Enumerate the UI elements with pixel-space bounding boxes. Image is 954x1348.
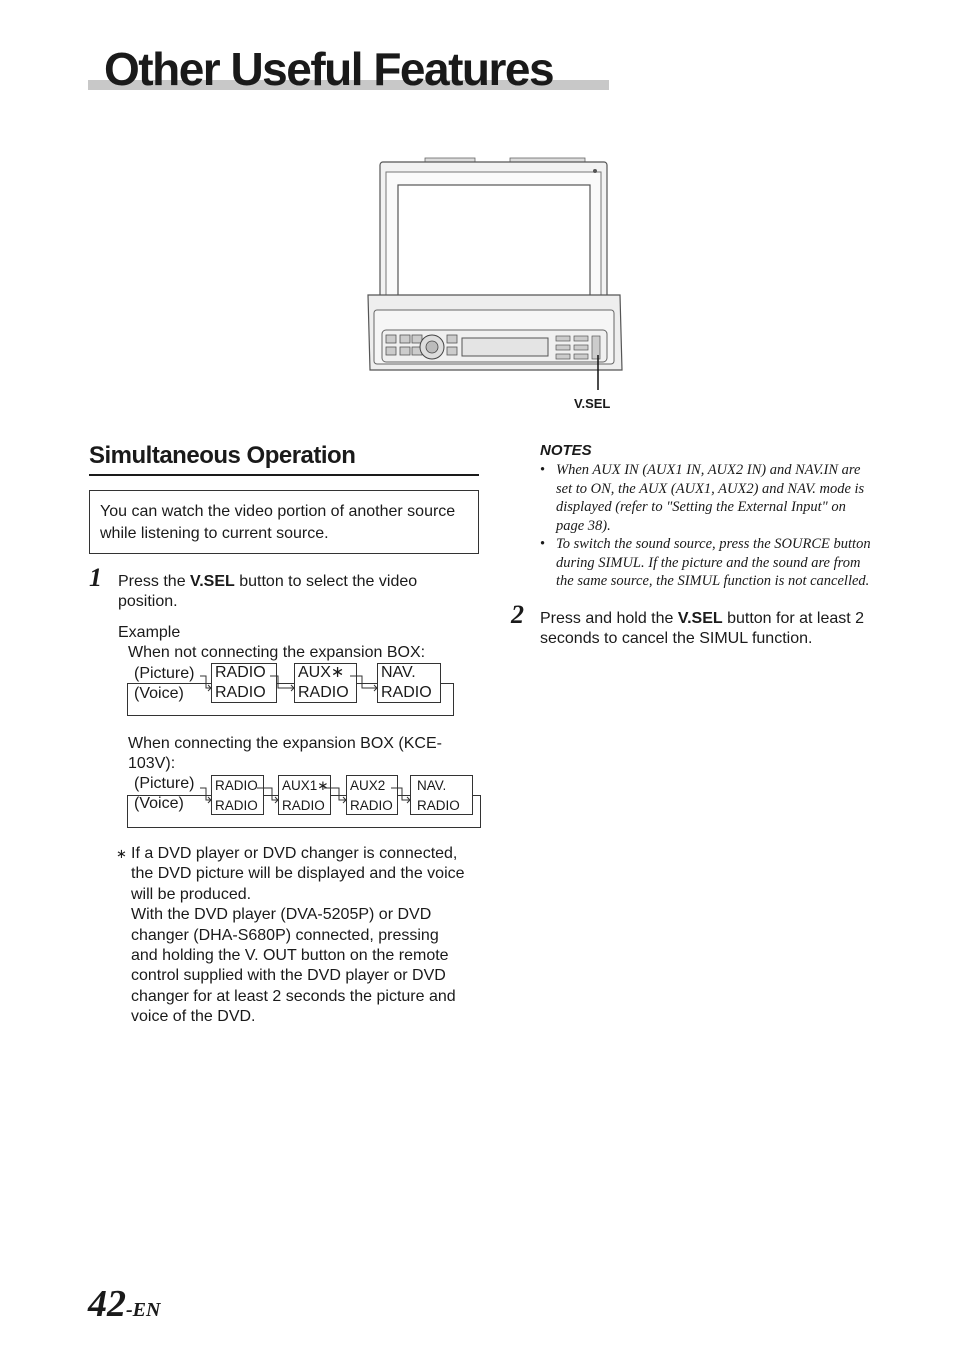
footnote-mark: ∗ [116,846,127,861]
note-line: during SIMUL. If the picture and the sound are from [556,554,861,571]
step-text-before: Press the [118,573,191,590]
step-text-before: Press and hold the [540,610,678,627]
flow1-arrows [200,672,380,692]
flow1-heading: When not connecting the expansion BOX: [128,644,426,661]
footnote-line: and holding the V. OUT button on the remote [131,947,449,965]
flow2-picture-value: AUX1∗ [282,778,329,793]
flow1-voice-value: RADIO [215,684,266,701]
flow2-voice-value: RADIO [417,798,460,813]
flow2-heading-line2: 103V): [128,755,176,772]
flow2-arrows [200,784,415,804]
notes-title: NOTES [540,442,592,459]
flow1-picture-value: AUX∗ [298,664,345,681]
step-number: 2 [511,600,524,629]
flow1-voice-value: RADIO [298,684,349,701]
note-line: page 38). [556,517,611,534]
flow1-picture-value: NAV. [381,664,416,681]
vsel-button-name: V.SEL [190,573,235,590]
notes-list [540,461,900,591]
flow2-picture-value: RADIO [215,778,258,793]
example-label: Example [118,624,181,641]
footnote [131,844,481,1028]
flow1-step-nav [377,663,441,703]
page-title: Other Useful Features [104,43,554,95]
note-line: When AUX IN (AUX1 IN, AUX2 IN) and NAV.IN are [556,462,861,478]
flow1-voice-value: RADIO [381,684,432,701]
step-text-line2: seconds to cancel the SIMUL function. [540,630,813,647]
footnote-line: changer for at least 2 seconds the picture and [131,987,456,1005]
step-2-text [540,609,920,649]
flow2-picture-value: NAV. [417,778,447,793]
page-number-suffix: -EN [126,1299,161,1321]
flow2-step-nav [410,775,473,815]
flow2-heading-line1: When connecting the expansion BOX (KCE- [128,735,442,752]
note-line: set to ON, the AUX (AUX1, AUX2) and NAV. mode is [556,480,865,497]
step-text-after: button to select the video position. [118,573,418,610]
vsel-callout-label: V.SEL [574,396,611,411]
flow2-picture-value: AUX2 [350,778,386,793]
footnote-line: If a DVD player or DVD changer is connected, [131,845,458,862]
note-item [540,535,900,591]
flow2-voice-label: (Voice) [134,795,184,812]
flow1-picture-value: RADIO [215,664,266,681]
note-item [540,461,900,535]
step-text-after: button for at least 2 [722,610,865,627]
footnote-line: the DVD picture will be displayed and the voice [131,865,465,883]
page-number-value: 42 [88,1283,126,1325]
step-1-text [118,572,458,612]
footnote-line: control supplied with the DVD player or DVD [131,967,446,985]
flow2-voice-value: RADIO [215,798,258,813]
footnote-line: With the DVD player (DVA-5205P) or DVD [131,906,432,924]
note-line: To switch the sound source, press the SOURCE button [556,536,871,552]
bullet: • [540,462,546,478]
flow2-voice-value: RADIO [350,798,393,813]
vsel-button-name: V.SEL [677,610,723,627]
note-line: displayed (refer to "Setting the External Input" on [556,499,846,515]
page-number [88,1282,160,1326]
footnote-line: voice of the DVD. [131,1008,256,1026]
bullet: • [540,536,546,552]
head-unit-illustration [360,150,630,390]
flow2-picture-label: (Picture) [134,775,195,792]
flow1-voice-label: (Voice) [134,685,184,702]
note-line: the same source, the SIMUL function is not cancelled. [556,573,870,589]
intro-box: You can watch the video portion of another source while listening to current source. [89,490,479,554]
step-number: 1 [89,563,102,592]
flow2-voice-value: RADIO [282,798,325,813]
footnote-line: changer (DHA-S680P) connected, pressing [131,926,439,944]
section-rule [89,474,479,476]
flow1-picture-label: (Picture) [134,665,195,682]
footnote-line: will be produced. [131,885,252,903]
section-title: Simultaneous Operation [89,442,356,469]
